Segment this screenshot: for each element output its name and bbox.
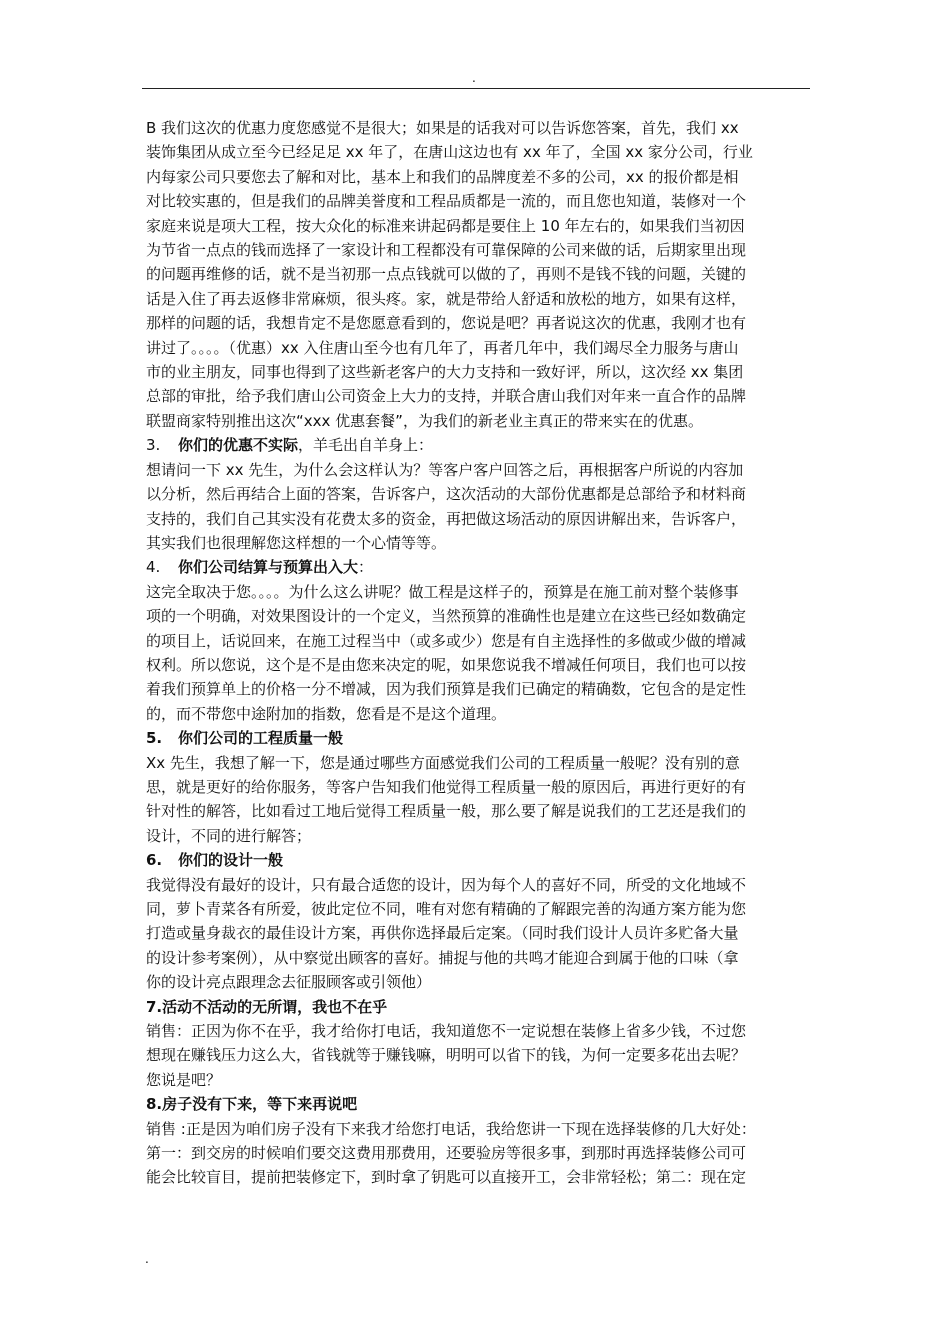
- body-line: 思，就是更好的给你服务，等客户告知我们他觉得工程质量一般的原因后，再进行更好的有: [146, 777, 747, 796]
- heading-title: 你们的设计一般: [178, 851, 284, 870]
- body-line: 打造或量身裁衣的最佳设计方案，再供你选择最后定案。（同时我们设计人员许多贮备大量: [146, 924, 739, 943]
- body-line: 以分析，然后再结合上面的答案，告诉客户，这次活动的大部份优惠都是总部给予和材料商: [146, 485, 747, 504]
- body-line: 内每家公司只要您去了解和对比，基本上和我们的品牌度差不多的公司，xx 的报价都是相: [146, 167, 739, 186]
- numbered-heading: [146, 433, 808, 457]
- header-mark: .: [472, 71, 476, 85]
- body-line: 同，萝卜青菜各有所爱，彼此定位不同，唯有对您有精确的了解跟完善的沟通方案方能为您: [146, 900, 747, 918]
- body-line: 项的一个明确，对效果图设计的一个定义，当然预算的准确性也是建立在这些已经如数确定: [146, 607, 747, 626]
- heading-rest: ：: [358, 558, 374, 577]
- body-line: 销售：正因为你不在乎，我才给你打电话，我知道您不一定说想在装修上省多少钱，不过您: [146, 1022, 747, 1041]
- body-line: 的项目上，话说回来，在施工过程当中（或多或少）您是有自主选择性的多做或少做的增减: [146, 631, 747, 650]
- heading-number: 5.: [146, 729, 163, 748]
- body-line: 其实我们也很理解您这样想的一个心情等等。: [146, 533, 447, 552]
- section-heading: 7.活动不活动的无所谓，我也不在乎: [146, 997, 388, 1016]
- body-line: 想请问一下 xx 先生，为什么会这样认为？等客户客户回答之后，再根据客户所说的内容加: [146, 460, 744, 479]
- body-line: 我觉得没有最好的设计，只有最合适您的设计，因为每个人的喜好不同，所受的文化地域不: [146, 875, 747, 894]
- body-line: 这完全取决于您。。。。为什么这么讲呢？做工程是这样子的，预算是在施工前对整个装修事: [146, 582, 739, 601]
- body-line: 总部的审批，给予我们唐山公司资金上大力的支持，并联合唐山我们对年来一直合作的品牌: [146, 387, 747, 406]
- heading-title: 你们公司结算与预算出入大: [178, 558, 359, 577]
- body-line: 那样的问题的话，我想肯定不是您愿意看到的，您说是吧？再者说这次的优惠，我刚才也有: [146, 314, 747, 333]
- document-body: [146, 116, 808, 1190]
- body-line: 市的业主朋友，同事也得到了这些新老客户的大力支持和一致好评，所以，这次经 xx 集团: [146, 363, 744, 382]
- heading-number: 4.: [146, 558, 161, 577]
- heading-number: 3.: [146, 436, 161, 455]
- body-line: 的，而不带您中途附加的指数，您看是不是这个道理。: [146, 704, 507, 723]
- body-line: 着我们预算单上的价格一分不增减，因为我们预算是我们已确定的精确数，它包含的是定性: [146, 680, 747, 699]
- body-line: 第一：到交房的时候咱们要交这费用那费用，还要验房等很多事，到那时再选择装修公司可: [146, 1144, 747, 1163]
- header-rule: [142, 88, 810, 89]
- body-line: 设计，不同的进行解答；: [146, 826, 312, 845]
- body-line: 为节省一点点的钱而选择了一家设计和工程都没有可靠保障的公司来做的话，后期家里出现: [146, 241, 747, 260]
- body-line: 讲过了。。。。（优惠）xx 入住唐山至今也有几年了，再者几年中，我们竭尽全力服务与唐山: [146, 338, 739, 357]
- body-line: 的问题再维修的话，就不是当初那一点点钱就可以做的了，再则不是钱不钱的问题，关键的: [146, 265, 747, 284]
- heading-number: 6.: [146, 851, 163, 870]
- body-line: 对比较实惠的，但是我们的品牌美誉度和工程品质都是一流的，而且您也知道，装修对一个: [146, 192, 747, 211]
- body-line: 针对性的解答，比如看过工地后觉得工程质量一般，那么要了解是说我们的工艺还是我们的: [146, 802, 747, 821]
- body-line: 权利。所以您说，这个是不是由您来决定的呢，如果您说我不增减任何项目，我们也可以按: [146, 655, 747, 674]
- body-line: 支持的，我们自己其实没有花费太多的资金，再把做这场活动的原因讲解出来，告诉客户，: [146, 509, 747, 528]
- body-line: Xx 先生，我想了解一下，您是通过哪些方面感觉我们公司的工程质量一般呢？没有别的意: [146, 753, 740, 772]
- numbered-heading: [146, 726, 808, 750]
- numbered-heading: [146, 848, 808, 872]
- footer-mark: .: [145, 1252, 149, 1266]
- body-line: 的设计参考案例），从中察觉出顾客的喜好。捕捉与他的共鸣才能迎合到属于他的口味（拿: [146, 948, 739, 967]
- body-line: B 我们这次的优惠力度您感觉不是很大；如果是的话我对可以告诉您答案，首先，我们 xx: [146, 119, 739, 137]
- heading-title: 你们的优惠不实际: [178, 436, 299, 455]
- body-line: 装饰集团从成立至今已经足足 xx 年了，在唐山这边也有 xx 年了，全国 xx 家分公司，行业: [146, 143, 753, 162]
- body-line: 话是入住了再去返修非常麻烦，很头疼。家，就是带给人舒适和放松的地方，如果有这样，: [146, 289, 747, 308]
- numbered-heading: [146, 555, 808, 579]
- body-line: 您说是吧？: [146, 1070, 222, 1089]
- heading-rest: ，羊毛出自羊身上：: [298, 436, 434, 455]
- body-line: 能会比较盲目，提前把装修定下，到时拿了钥匙可以直接开工，会非常轻松；第二：现在定: [146, 1168, 747, 1187]
- body-line: 想现在赚钱压力这么大，省钱就等于赚钱嘛，明明可以省下的钱，为何一定要多花出去呢？: [146, 1046, 747, 1065]
- body-line: 联盟商家特别推出这次“xxx 优惠套餐”，为我们的新老业主真正的带来实在的优惠。: [146, 411, 703, 430]
- body-line: 你的设计亮点跟理念去征服顾客或引领他）: [146, 973, 432, 992]
- body-line: 销售 :正是因为咱们房子没有下来我才给您打电话，我给您讲一下现在选择装修的几大好处：: [146, 1119, 756, 1138]
- body-line: 家庭来说是项大工程，按大众化的标准来讲起码都是要住上 10 年左右的，如果我们当初因: [146, 216, 745, 235]
- section-heading: 8.房子没有下来，等下来再说吧: [146, 1095, 358, 1114]
- heading-title: 你们公司的工程质量一般: [178, 729, 344, 748]
